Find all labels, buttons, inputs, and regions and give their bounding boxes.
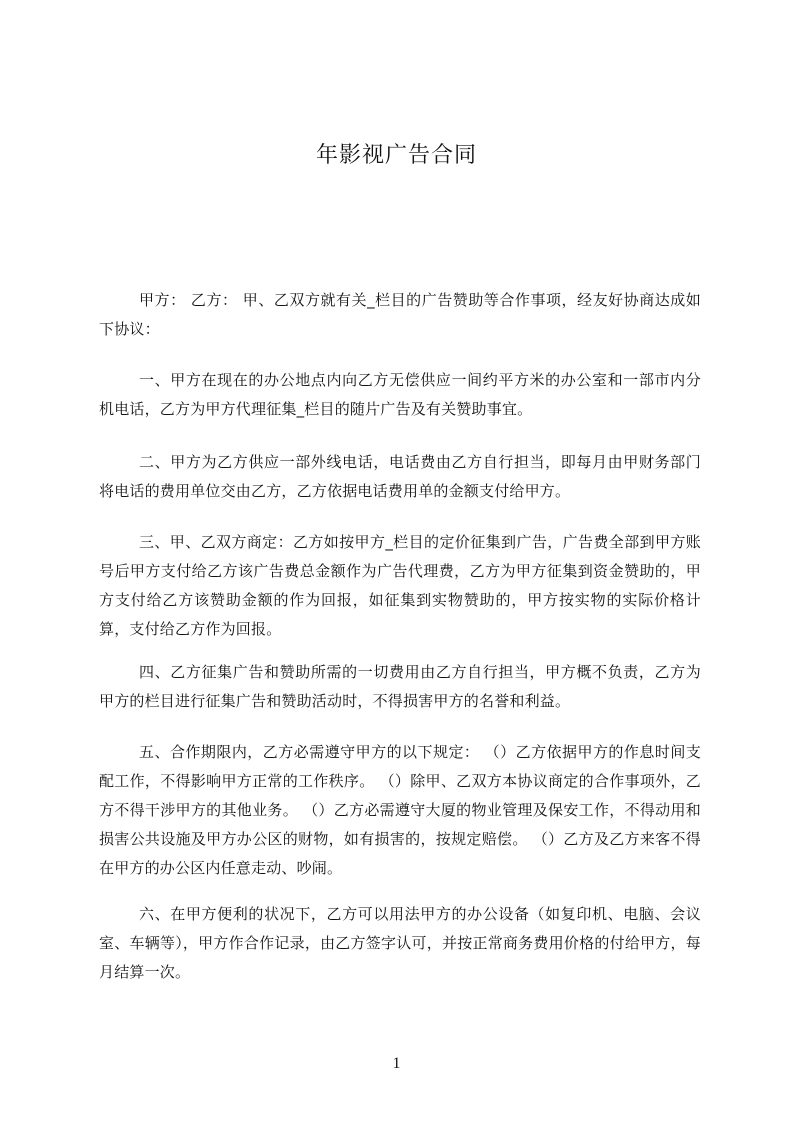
paragraph-clause-6: 六、在甲方便利的状况下，乙方可以用法甲方的办公设备（如复印机、电脑、会议室、车辆等），甲方作合作记录，由乙方签字认可，并按正常商务费用价格的付给甲方，每月结算一次。 bbox=[99, 905, 701, 981]
paragraph-clause-2: 二、甲方为乙方供应一部外线电话，电话费由乙方自行担当，即每月由甲财务部门将电话的费用单位交由乙方，乙方依据电话费用单的金额支付给甲方。 bbox=[99, 453, 701, 500]
paragraph-clause-1: 一、甲方在现在的办公地点内向乙方无偿供应一间约平方米的办公室和一部市内分机电话，乙方为甲方代理征集_栏目的随片广告及有关赞助事宜。 bbox=[99, 371, 701, 418]
page-number: 1 bbox=[392, 1055, 401, 1072]
paragraph-clause-3: 三、甲、乙双方商定：乙方如按甲方_栏目的定价征集到广告，广告费全部到甲方账号后甲方支付给乙方该广告费总金额作为广告代理费，乙方为甲方征集到资金赞助的，甲方支付给乙方该赞助金额的作为回报，如征集到实物赞助的，甲方按实物的实际价格计算，支付给乙方作为回报。 bbox=[99, 533, 701, 638]
paragraph-parties: 甲方： 乙方： 甲、乙双方就有关_栏目的广告赞助等合作事项，经友好协商达成如下协议： bbox=[99, 291, 701, 338]
paragraph-clause-5: 五、合作期限内，乙方必需遵守甲方的以下规定： （）乙方依据甲方的作息时间支配工作，不得影响甲方正常的工作秩序。 （）除甲、乙双方本协议商定的合作事项外，乙方不得干涉甲方的其他业务。 （）乙方必需遵守大厦的物业管理及保安工作，不得动用和损害公共设施及甲方办公区的财物，如有损害的，按规定赔偿。 （）乙方及乙方来客不得在甲方的办公区内任意走动、吵闹。 bbox=[99, 743, 701, 877]
paragraph-clause-4: 四、乙方征集广告和赞助所需的一切费用由乙方自行担当，甲方概不负责，乙方为甲方的栏目进行征集广告和赞助活动时，不得损害甲方的名誉和利益。 bbox=[99, 663, 701, 710]
document-title: 年影视广告合同 bbox=[315, 143, 477, 168]
